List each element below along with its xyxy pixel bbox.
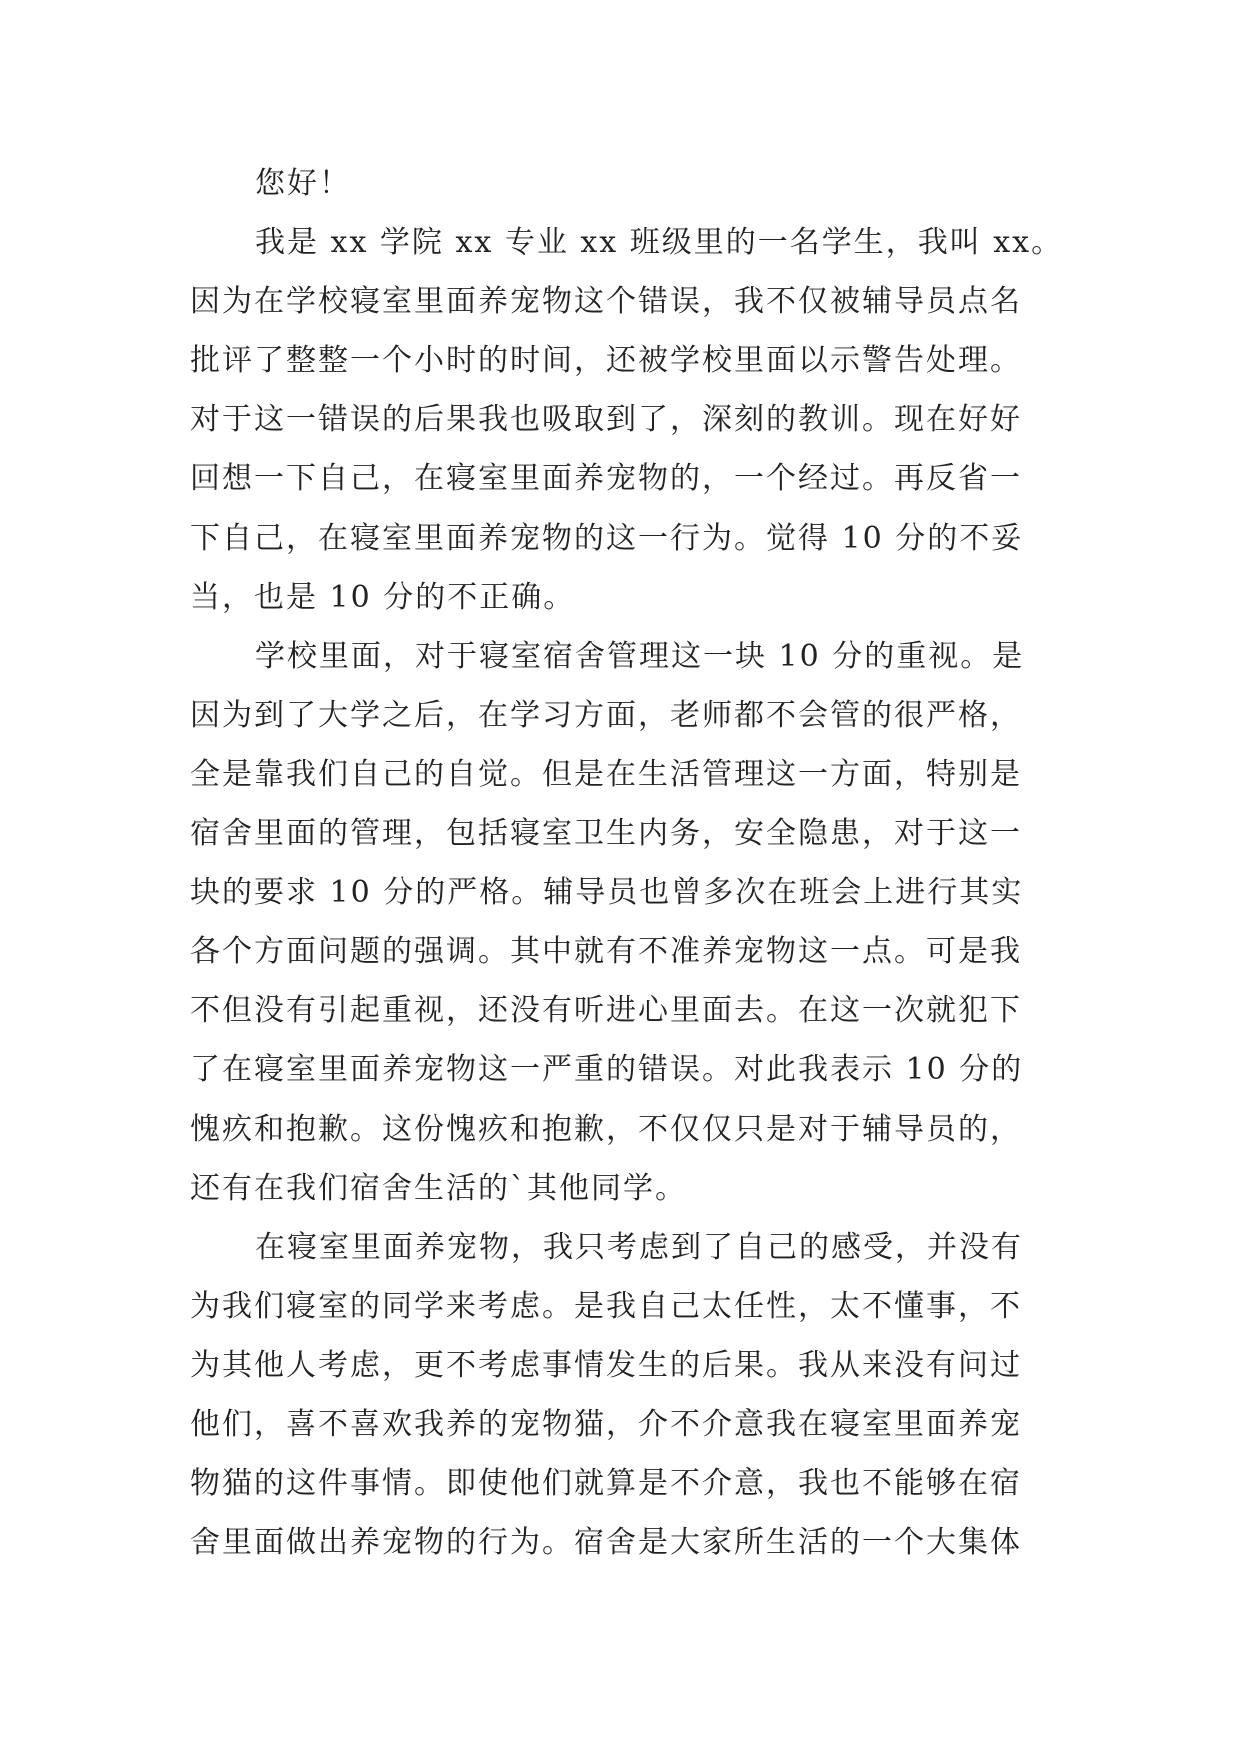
paragraph-3-line-2: 为我们寝室的同学来考虑。是我自己太任性，太不懂事，不 (190, 1288, 1022, 1324)
paragraph-2-line-1: 学校里面，对于寝室宿舍管理这一块 10 分的重视。是 (255, 638, 1025, 674)
paragraph-1-line-4: 对于这一错误的后果我也吸取到了，深刻的教训。现在好好 (190, 402, 1022, 438)
document-body (190, 154, 1064, 1572)
paragraph-2-line-3: 全是靠我们自己的自觉。但是在生活管理这一方面，特别是 (190, 756, 1022, 792)
paragraph-2-line-9: 愧疚和抱歉。这份愧疚和抱歉，不仅仅只是对于辅导员的， (190, 1111, 1022, 1147)
paragraph-3-line-3: 为其他人考虑，更不考虑事情发生的后果。我从来没有问过 (190, 1347, 1022, 1383)
greeting-line: 您好！ (255, 166, 351, 201)
paragraph-2-line-8: 了在寝室里面养宠物这一严重的错误。对此我表示 10 分的 (190, 1052, 1024, 1088)
paragraph-3-line-6: 舍里面做出养宠物的行为。宿舍是大家所生活的一个大集体 (190, 1525, 1022, 1561)
paragraph-2-line-10: 还有在我们宿舍生活的`其他同学。 (190, 1170, 687, 1206)
paragraph-1-line-3: 批评了整整一个小时的时间，还被学校里面以示警告处理。 (190, 343, 1022, 379)
paragraph-2-line-5: 块的要求 10 分的严格。辅导员也曾多次在班会上进行其实 (190, 875, 1024, 911)
paragraph-3-line-4: 他们，喜不喜欢我养的宠物猫，介不介意我在寝室里面养宠 (190, 1406, 1022, 1442)
paragraph-1-line-1: 我是 xx 学院 xx 专业 xx 班级里的一名学生，我叫 xx。 (255, 225, 1064, 261)
paragraph-2-line-7: 不但没有引起重视，还没有听进心里面去。在这一次就犯下 (190, 993, 1022, 1029)
paragraph-2-line-2: 因为到了大学之后，在学习方面，老师都不会管的很严格， (190, 697, 1022, 733)
paragraph-2-line-6: 各个方面问题的强调。其中就有不准养宠物这一点。可是我 (190, 934, 1022, 970)
paragraph-1-line-6: 下自己，在寝室里面养宠物的这一行为。觉得 10 分的不妥 (190, 520, 1024, 556)
paragraph-1-line-5: 回想一下自己，在寝室里面养宠物的，一个经过。再反省一 (190, 461, 1022, 497)
paragraph-3-line-5: 物猫的这件事情。即使他们就算是不介意，我也不能够在宿 (190, 1466, 1022, 1502)
paragraph-3-line-1: 在寝室里面养宠物，我只考虑到了自己的感受，并没有 (255, 1229, 1023, 1265)
paragraph-1-line-7: 当，也是 10 分的不正确。 (190, 579, 576, 615)
paragraph-1-line-2: 因为在学校寝室里面养宠物这个错误，我不仅被辅导员点名 (190, 284, 1022, 320)
paragraph-2-line-4: 宿舍里面的管理，包括寝室卫生内务，安全隐患，对于这一 (190, 816, 1022, 852)
